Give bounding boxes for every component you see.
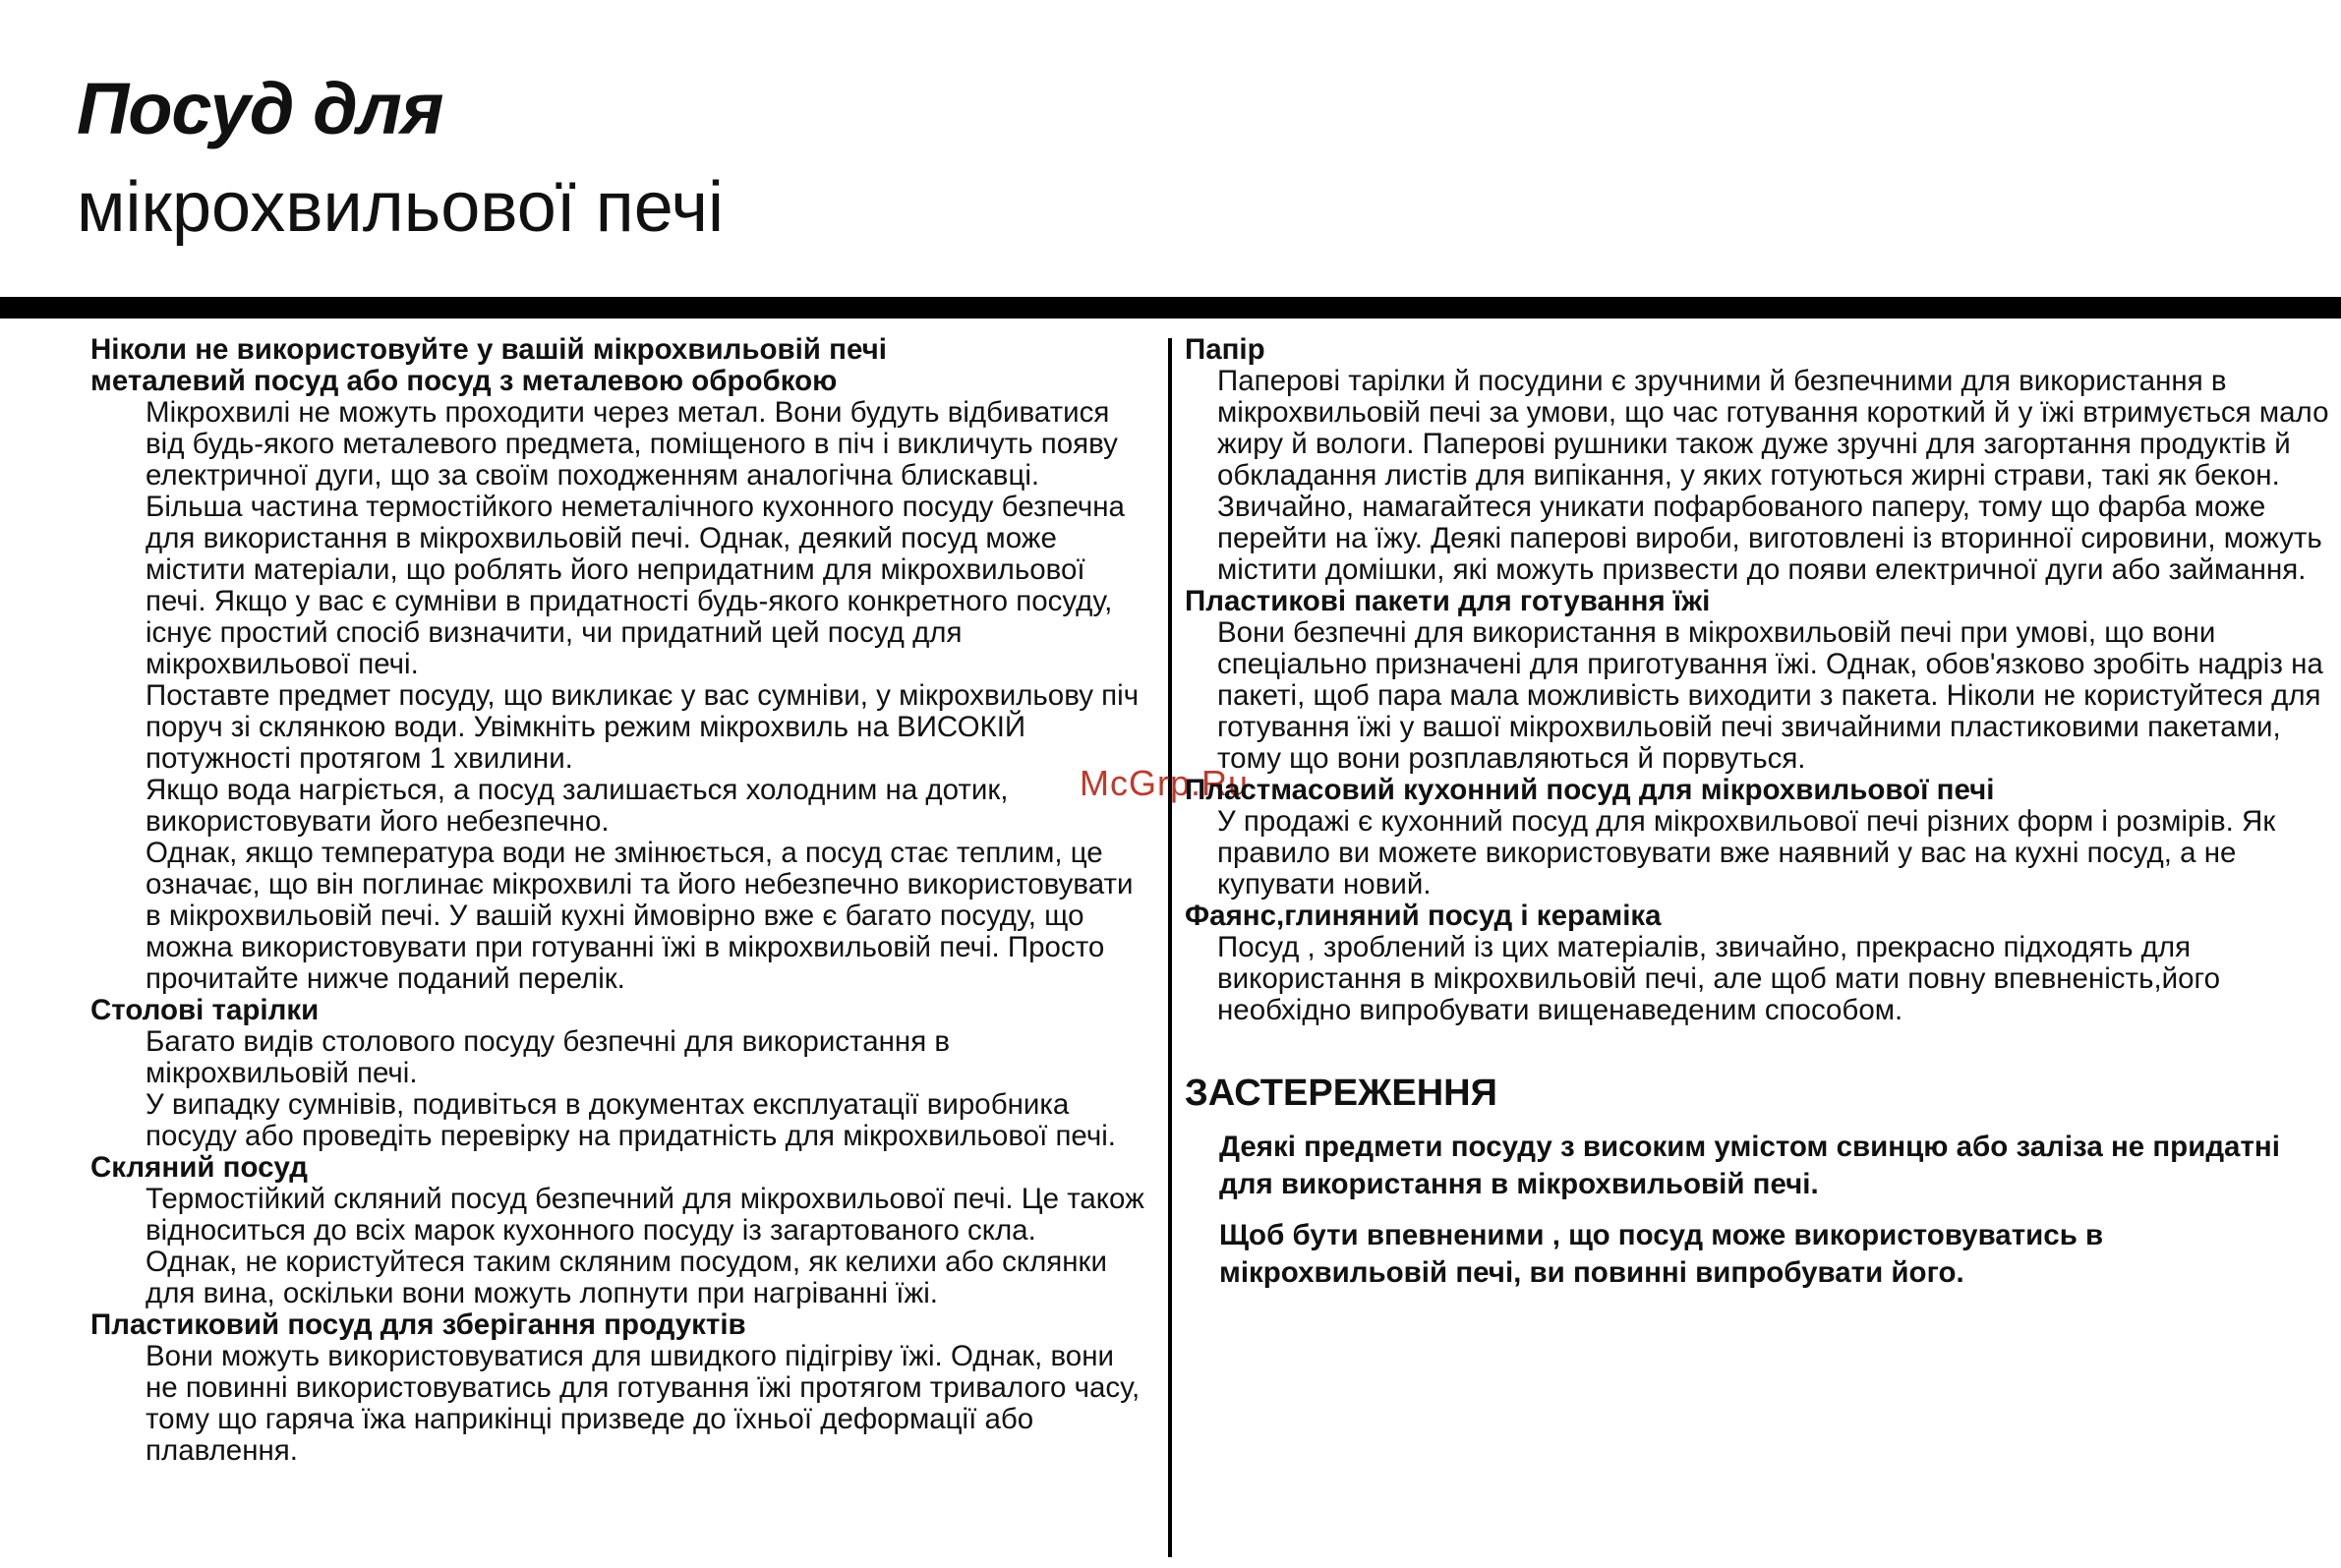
metal-paragraph-1: Мікрохвилі не можуть проходити через метал. Вони будуть відбиватися від будь-якого металевого предмета, поміщеного в піч і викличуть появу електричної дуги, що за своїм походженням аналогічна блискавці. (146, 396, 1118, 492)
ceramics-paragraph-1: Посуд , зроблений із цих матеріалів, звичайно, прекрасно підходять для використання в мікрохвильовій печі, але щоб мати повну впевненість,його необхідно випробувати вищенаведеним способом. (1217, 931, 2221, 1026)
warning-heading: ЗАСТЕРЕЖЕННЯ (1185, 1073, 1497, 1114)
page-title: Посуд для (77, 68, 443, 149)
plastic-cookware-paragraph-1: У продажі є кухонний посуд для мікрохвильової печі різних форм і розмірів. Як правило ви можете використовувати вже наявний у вас на кухні посуд, а не купувати новий. (1217, 805, 2276, 900)
paper-paragraph-1: Паперові тарілки й посудини є зручними й безпечними для використання в мікрохвильовій печі за умови, що час готування короткий й у їжі втримується мало жиру й вологи. Паперові рушники також дуже зручні для загортання продуктів й обкладання листів для випікання, у яких готуються жирні страви, такі як бекон. Звичайно, намагайтеся уникати пофарбованого паперу, тому що фарба може перейти на їжу. Деякі паперові вироби, виготовлені із вторинної сировини, можуть містити домішки, які можуть призвести до появи електричної дуги або займання. (1217, 365, 2329, 586)
warning-paragraph-1: Деякі предмети посуду з високим умістом свинцю або заліза не придатні для використання в мікрохвильовій печі. (1219, 1131, 2280, 1200)
metal-paragraph-2: Більша частина термостійкого неметалічного кухонного посуду безпечна для використання в мікрохвильовій печі. Однак, деякий посуд може містити матеріали, що роблять його непридатним для мікрохвильової печі. Якщо у вас є сумніви в придатності будь-якого конкретного посуду, існує простий спосіб визначити, чи придатний цей посуд для мікрохвильової печі. (146, 491, 1125, 680)
left-column (90, 334, 1152, 1467)
plastic-storage-paragraph-1: Вони можуть використовуватися для швидкого підігріву їжі. Однак, вони не повинні використовуватись для готування їжі протягом тривалого часу, тому що гаряча їжа наприкінці призведе до їхньої деформації або плавлення. (146, 1340, 1141, 1467)
column-divider (1168, 338, 1172, 1557)
watermark: McGrp.Ru (1080, 763, 1250, 803)
plastic-cookware-heading: Пластмасовий кухонний посуд для мікрохвильової печі (1185, 774, 1995, 806)
metal-paragraph-5: Однак, якщо температура води не змінюється, а посуд стає теплим, це означає, що він поглинає мікрохвилі та його небезпечно використовувати в мікрохвильовій печі. У вашій кухні ймовірно вже є багато посуду, що можна використовувати при готуванні їжі в мікрохвильовій печі. Просто прочитайте нижче поданий перелік. (146, 837, 1134, 995)
tableware-paragraph-2: У випадку сумнівів, подивіться в документах експлуатації виробника посуду або проведіть перевірку на придатність для мікрохвильової печі. (146, 1088, 1116, 1152)
bags-heading: Пластикові пакети для готування їжі (1185, 585, 1711, 617)
tableware-heading: Столові тарілки (90, 994, 320, 1026)
plastic-storage-heading: Пластиковий посуд для зберігання продуктів (90, 1308, 746, 1341)
warning-paragraph-2: Щоб бути впевненими , що посуд може використовуватись в мікрохвильовій печі, ви повинні випробувати його. (1219, 1219, 2104, 1289)
paper-heading: Папір (1185, 333, 1265, 366)
page-subtitle: мікрохвильової печі (77, 168, 724, 247)
metal-heading-line2: металевий посуд або посуд з металевою обробкою (90, 365, 838, 397)
glass-paragraph-1: Термостійкий скляний посуд безпечний для мікрохвильової печі. Це також відноситься до всіх марок кухонного посуду із загартованого скла. (146, 1183, 1144, 1247)
metal-paragraph-3: Поставте предмет посуду, що викликає у вас сумніви, у мікрохвильову піч поруч зі склянкою води. Увімкніть режим мікрохвиль на ВИСОКІЙ потужності протягом 1 хвилини. (146, 679, 1140, 775)
right-column (1185, 334, 2335, 1292)
header-rule (0, 297, 2341, 319)
tableware-paragraph-1: Багато видів столового посуду безпечні для використання в мікрохвильовій печі. (146, 1025, 951, 1089)
ceramics-heading: Фаянс,глиняний посуд і кераміка (1185, 900, 1662, 932)
glass-heading: Скляний посуд (90, 1151, 308, 1184)
metal-paragraph-4: Якщо вода нагріється, а посуд залишається холодним на дотик, використовувати його небезпечно. (146, 774, 1009, 838)
bags-paragraph-1: Вони безпечні для використання в мікрохвильовій печі при умові, що вони спеціально призначені для приготування їжі. Однак, обов'язково зробіть надріз на пакеті, щоб пара мала можливість виходити з пакета. Ніколи не користуйтеся для готування їжі у вашої мікрохвильовій печі звичайними пластиковими пакетами, тому що вони розплавляються й порвуться. (1217, 616, 2323, 775)
glass-paragraph-2: Однак, не користуйтеся таким скляним посудом, як келихи або склянки для вина, оскільки вони можуть лопнути при нагріванні їжі. (146, 1246, 1107, 1309)
metal-heading-line1: Ніколи не використовуйте у вашій мікрохвильовій печі (90, 333, 887, 366)
